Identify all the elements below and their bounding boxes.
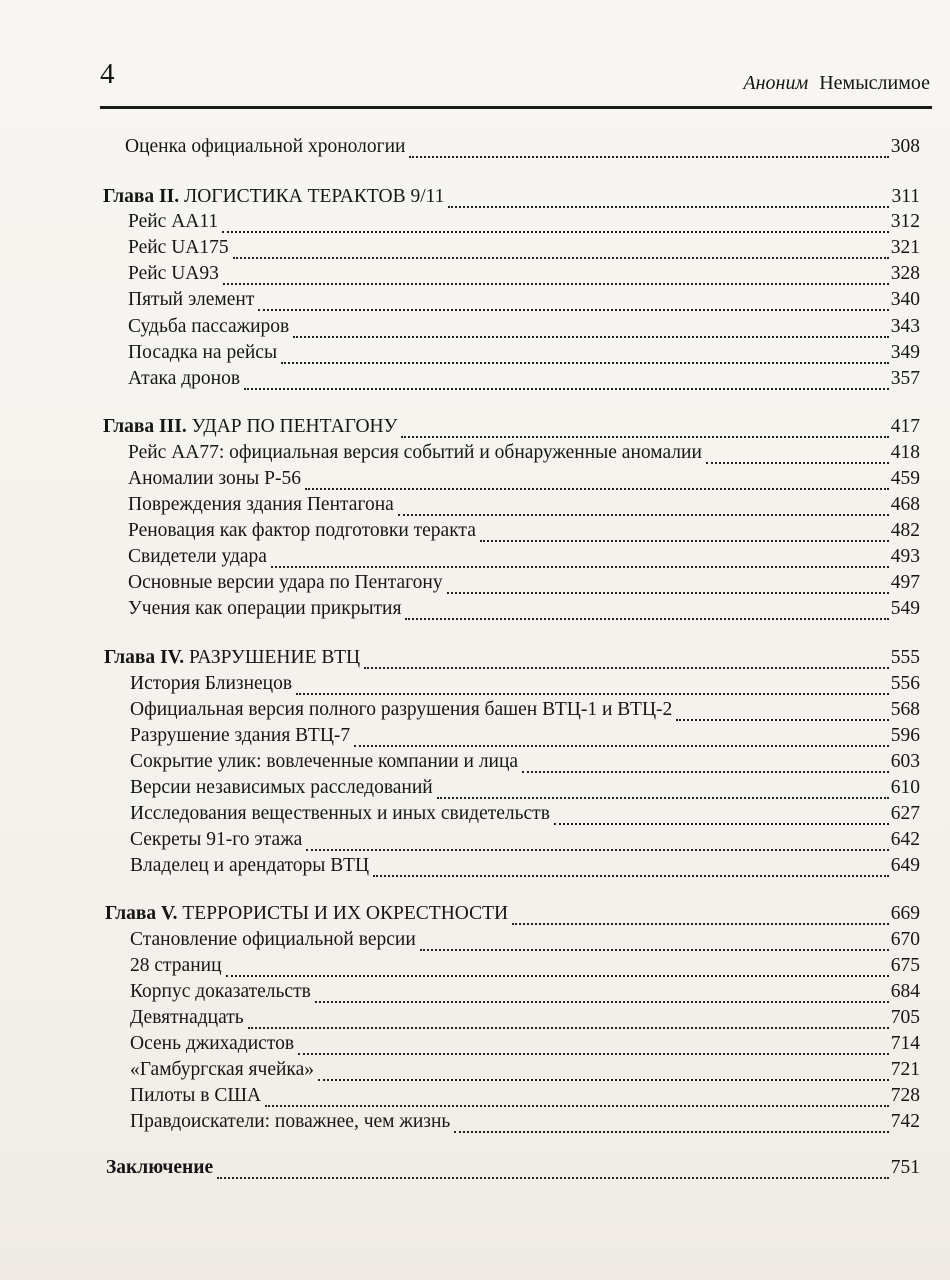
dot-leader: [437, 793, 889, 799]
dot-leader: [676, 715, 888, 721]
dot-leader: [398, 510, 889, 516]
toc-entry-page: 670: [890, 929, 920, 950]
toc-entry-title: Разрушение здания ВТЦ-7: [130, 725, 351, 746]
toc-entry-page: 603: [890, 751, 920, 772]
toc-entry: [0, 208, 950, 236]
toc-entry-page: 649: [890, 855, 920, 876]
dot-leader: [512, 919, 889, 925]
dot-leader: [522, 767, 889, 773]
toc-entry: [0, 543, 950, 571]
toc-entry-title: Аномалии зоны P-56: [128, 468, 301, 489]
toc-entry: [0, 670, 950, 698]
toc-chapter-heading: [0, 900, 950, 928]
toc-chapter-page: 311: [891, 186, 920, 207]
toc-entry-page: 627: [890, 803, 920, 824]
toc-entry-title: Реновация как фактор подготовки теракта: [128, 520, 476, 541]
dot-leader: [217, 1173, 889, 1179]
dot-leader: [409, 152, 888, 158]
toc-entry-page: 642: [890, 829, 920, 850]
toc-entry-page: 596: [890, 725, 920, 746]
toc-entry: [0, 491, 950, 519]
toc-entry-title: Правдоискатели: поважнее, чем жизнь: [130, 1111, 451, 1132]
toc-entry-title: Оценка официальной хронологии: [125, 136, 406, 157]
toc-entry: [0, 569, 950, 597]
chapter-title: УДАР ПО ПЕНТАГОНУ: [191, 416, 398, 437]
toc-entry: [0, 133, 950, 161]
toc-entry-title: Учения как операции прикрытия: [128, 598, 402, 619]
toc-chapter-title: [103, 413, 397, 441]
toc-entry-page: 343: [890, 316, 920, 337]
toc-entry-title: Осень джихадистов: [130, 1033, 295, 1054]
toc-entry-title: Судьба пассажиров: [128, 316, 290, 337]
toc-conclusion-title: Заключение: [106, 1157, 214, 1178]
page-number: 4: [100, 58, 115, 90]
toc-entry: [0, 1004, 950, 1032]
toc-chapter-title: [103, 183, 444, 211]
toc-entry-title: Становление официальной версии: [130, 929, 416, 950]
toc-entry: [0, 286, 950, 314]
toc-entry-page: 321: [890, 237, 920, 258]
dot-leader: [315, 997, 889, 1003]
toc-entry-page: 610: [890, 777, 920, 798]
dot-leader: [554, 819, 889, 825]
toc-entry: [0, 852, 950, 880]
dot-leader: [281, 358, 889, 364]
toc-entry-page: 742: [890, 1111, 920, 1132]
toc-conclusion-page: 751: [890, 1157, 920, 1178]
toc-entry-title: Рейс UA175: [128, 237, 229, 258]
toc-entry-page: 493: [890, 546, 920, 567]
toc-entry-title: Рейс AA77: официальная версия событий и обнаруженные аномалии: [128, 442, 702, 463]
chapter-title: ЛОГИСТИКА ТЕРАКТОВ 9/11: [183, 186, 445, 207]
toc-entry-title: Пилоты в США: [130, 1085, 262, 1106]
chapter-title: ТЕРРОРИСТЫ И ИХ ОКРЕСТНОСТИ: [182, 903, 509, 924]
toc-chapter-heading: [0, 644, 950, 672]
toc-entry-title: Девятнадцать: [130, 1007, 244, 1028]
chapter-title: РАЗРУШЕНИЕ ВТЦ: [188, 647, 361, 668]
toc-entry: [0, 1030, 950, 1058]
dot-leader: [447, 588, 889, 594]
dot-leader: [364, 663, 889, 669]
dot-leader: [706, 458, 889, 464]
toc-chapter-heading: [0, 183, 950, 211]
toc-entry-page: 568: [890, 699, 920, 720]
toc-entry-page: 308: [890, 136, 920, 157]
toc-chapter-title: [105, 900, 508, 928]
toc-entry: [0, 722, 950, 750]
dot-leader: [226, 971, 889, 977]
toc-entry-page: 684: [890, 981, 920, 1002]
toc-chapter-title: [104, 644, 360, 672]
toc-entry-title: Владелец и арендаторы ВТЦ: [130, 855, 370, 876]
dot-leader: [265, 1101, 889, 1107]
toc-entry: [0, 978, 950, 1006]
toc-entry: [0, 1108, 950, 1136]
dot-leader: [298, 1049, 889, 1055]
toc-conclusion: [0, 1154, 950, 1182]
toc-entry: [0, 260, 950, 288]
toc-entry: [0, 826, 950, 854]
toc-entry-title: Версии независимых расследований: [130, 777, 433, 798]
toc-entry-title: Атака дронов: [128, 368, 241, 389]
dot-leader: [305, 484, 889, 490]
toc-entry-page: 497: [890, 572, 920, 593]
dot-leader: [244, 384, 889, 390]
dot-leader: [354, 741, 889, 747]
toc-entry: [0, 465, 950, 493]
dot-leader: [248, 1023, 889, 1029]
toc-entry-title: Корпус доказательств: [130, 981, 311, 1002]
dot-leader: [223, 279, 889, 285]
toc-entry: [0, 313, 950, 341]
toc-entry-title: Посадка на рейсы: [128, 342, 278, 363]
dot-leader: [306, 845, 888, 851]
toc-entry: [0, 439, 950, 467]
toc-entry: [0, 517, 950, 545]
running-title-book: Немыслимое: [819, 72, 930, 94]
toc-chapter-page: 417: [890, 416, 920, 437]
dot-leader: [318, 1075, 889, 1081]
dot-leader: [222, 227, 889, 233]
toc-entry-title: Рейс AA11: [128, 211, 219, 232]
toc-entry-page: 349: [890, 342, 920, 363]
toc-entry: [0, 952, 950, 980]
toc-entry-page: 357: [890, 368, 920, 389]
toc-entry-title: Официальная версия полного разрушения башен ВТЦ-1 и ВТЦ-2: [130, 699, 673, 720]
running-title-author: Аноним: [743, 72, 809, 94]
toc-entry-page: 549: [890, 598, 920, 619]
toc-entry: [0, 339, 950, 367]
chapter-label: Глава II.: [103, 186, 180, 207]
toc-entry-page: 714: [890, 1033, 920, 1054]
toc-entry-title: История Близнецов: [130, 673, 293, 694]
toc-entry: [0, 595, 950, 623]
dot-leader: [296, 689, 889, 695]
dot-leader: [271, 562, 889, 568]
toc-entry: [0, 748, 950, 776]
dot-leader: [401, 432, 888, 438]
dot-leader: [420, 945, 889, 951]
toc-entry-page: 482: [890, 520, 920, 541]
toc-entry-page: 328: [890, 263, 920, 284]
toc-entry-title: Секреты 91-го этажа: [130, 829, 303, 850]
chapter-label: Глава IV.: [104, 647, 185, 668]
toc-entry: [0, 1056, 950, 1084]
toc-chapter-heading: [0, 413, 950, 441]
toc-entry: [0, 774, 950, 802]
dot-leader: [233, 253, 889, 259]
toc-entry-page: 721: [890, 1059, 920, 1080]
toc-entry-title: «Гамбургская ячейка»: [130, 1059, 314, 1080]
chapter-label: Глава V.: [105, 903, 178, 924]
toc-entry-title: Сокрытие улик: вовлеченные компании и лица: [130, 751, 519, 772]
toc-entry-title: Повреждения здания Пентагона: [128, 494, 394, 515]
toc-entry: [0, 234, 950, 262]
toc-entry-page: 418: [890, 442, 920, 463]
toc-entry-title: Свидетели удара: [128, 546, 267, 567]
toc-chapter-page: 669: [890, 903, 920, 924]
toc-entry: [0, 800, 950, 828]
toc-entry-page: 705: [890, 1007, 920, 1028]
toc-entry-page: 459: [890, 468, 920, 489]
toc-entry: [0, 365, 950, 393]
dot-leader: [405, 614, 888, 620]
toc-chapter-page: 555: [890, 647, 920, 668]
toc-entry: [0, 696, 950, 724]
toc-entry-title: Основные версии удара по Пентагону: [128, 572, 443, 593]
toc-entry-title: Рейс UA93: [128, 263, 219, 284]
dot-leader: [293, 332, 889, 338]
dot-leader: [454, 1127, 888, 1133]
dot-leader: [258, 305, 888, 311]
toc-entry-title: Исследования вещественных и иных свидетельств: [130, 803, 550, 824]
toc-entry-page: 675: [890, 955, 920, 976]
toc-entry-page: 340: [890, 289, 920, 310]
toc-entry-title: Пятый элемент: [128, 289, 255, 310]
dot-leader: [373, 871, 889, 877]
dot-leader: [480, 536, 889, 542]
toc-entry-title: 28 страниц: [130, 955, 222, 976]
toc-entry: [0, 926, 950, 954]
toc-entry-page: 468: [890, 494, 920, 515]
chapter-label: Глава III.: [103, 416, 187, 437]
toc-entry-page: 728: [890, 1085, 920, 1106]
toc-entry: [0, 1082, 950, 1110]
toc-entry-page: 556: [890, 673, 920, 694]
toc-entry-page: 312: [890, 211, 920, 232]
